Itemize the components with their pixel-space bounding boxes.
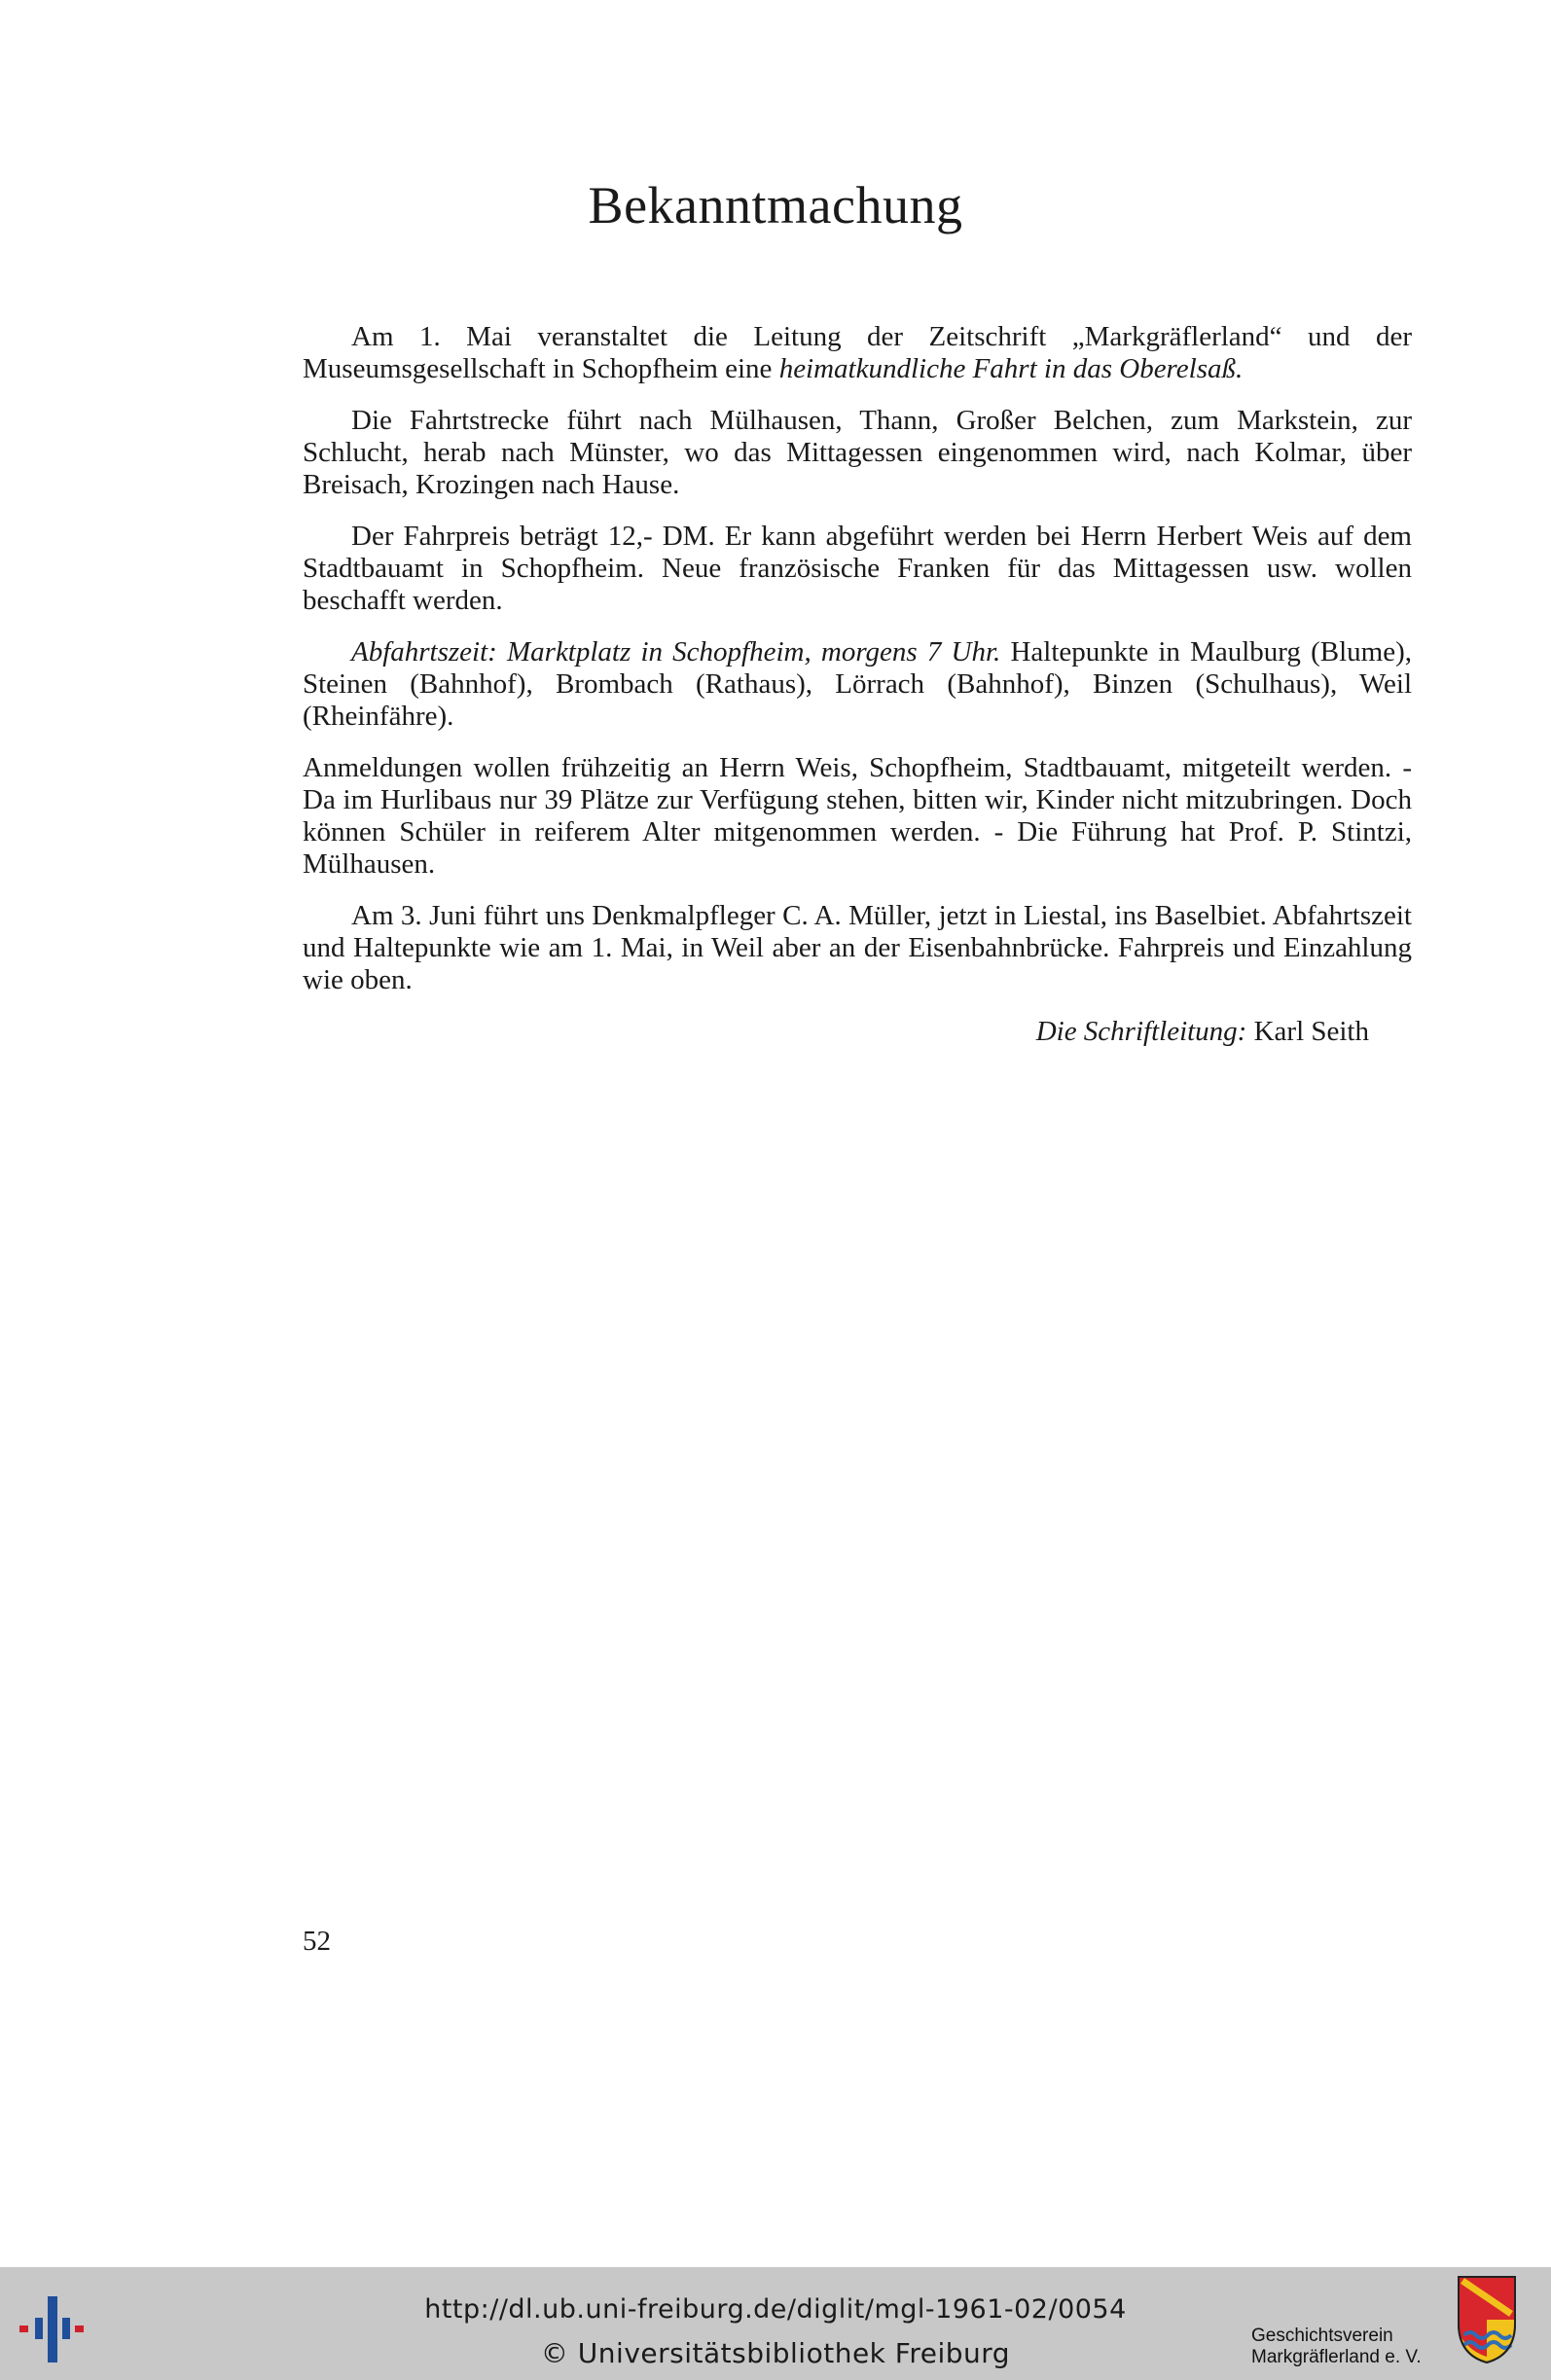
document-body xyxy=(303,321,1412,1048)
paragraph-3: Der Fahrpreis beträgt 12,- DM. Er kann abgeführt werden bei Herrn Herbert Weis auf dem Stadtbauamt in Schopfheim. Neue französische Franken für das Mittagessen usw. wollen beschafft werden. xyxy=(303,521,1412,616)
page-title: Bekanntmachung xyxy=(588,176,963,234)
paragraph-4 xyxy=(303,636,1412,733)
signature-name: Karl Seith xyxy=(1246,1016,1369,1047)
society-name xyxy=(1251,2326,1446,2368)
society-name-line-1: Geschichtsverein xyxy=(1251,2326,1393,2346)
paragraph-1-text: Am 1. Mai veranstaltet die Leitung der Zeitschrift „Markgräflerland“ und der Museumsgesellschaft in Schopfheim eine xyxy=(303,321,1412,384)
paragraph-5: Anmeldungen wollen frühzeitig an Herrn Weis, Schopfheim, Stadtbauamt, mitgeteilt werden. - Da im Hurlibaus nur 39 Plätze zur Verfügung stehen, bitten wir, Kinder nicht mitzubringen. Doch können Schüler in reiferem Alter mitgenommen werden. - Die Führung hat Prof. P. Stintzi, Mülhausen. xyxy=(303,752,1412,880)
paragraph-2: Die Fahrtstrecke führt nach Mülhausen, Thann, Großer Belchen, zum Markstein, zur Schlucht, herab nach Münster, wo das Mittagessen eingenommen wird, nach Kolmar, über Breisach, Krozingen nach Hause. xyxy=(303,405,1412,500)
signature-label: Die Schriftleitung: xyxy=(1035,1016,1247,1047)
paragraph-1 xyxy=(303,321,1412,385)
signature xyxy=(303,1016,1412,1048)
coat-of-arms-icon xyxy=(1457,2275,1517,2364)
paragraph-6: Am 3. Juni führt uns Denkmalpfleger C. A. Müller, jetzt in Liestal, ins Baselbiet. Abfahrtszeit und Haltepunkte wie am 1. Mai, in Weil aber an der Eisenbahnbrücke. Fahrpreis und Einzahlung wie oben. xyxy=(303,900,1412,995)
paragraph-4-emphasis: Abfahrtszeit: Marktplatz in Schopfheim, morgens 7 Uhr. xyxy=(351,636,1001,667)
page-number: 52 xyxy=(303,1926,331,1957)
society-name-line-2: Markgräflerland e. V. xyxy=(1251,2347,1422,2367)
footer-bar xyxy=(0,2267,1551,2380)
paragraph-4-text: Haltepunkte in Maulburg (Blume), Steinen (Bahnhof), Brombach (Rathaus), Lörrach (Bahnhof), Binzen (Schulhaus), Weil (Rheinfähre). xyxy=(303,636,1412,732)
footer-copyright: © Universitätsbibliothek Freiburg xyxy=(540,2337,1011,2369)
paragraph-1-emphasis: heimatkundliche Fahrt in das Oberelsaß. xyxy=(778,353,1244,384)
footer-url-link[interactable]: http://dl.ub.uni-freiburg.de/diglit/mgl-1961-02/0054 xyxy=(424,2294,1127,2325)
